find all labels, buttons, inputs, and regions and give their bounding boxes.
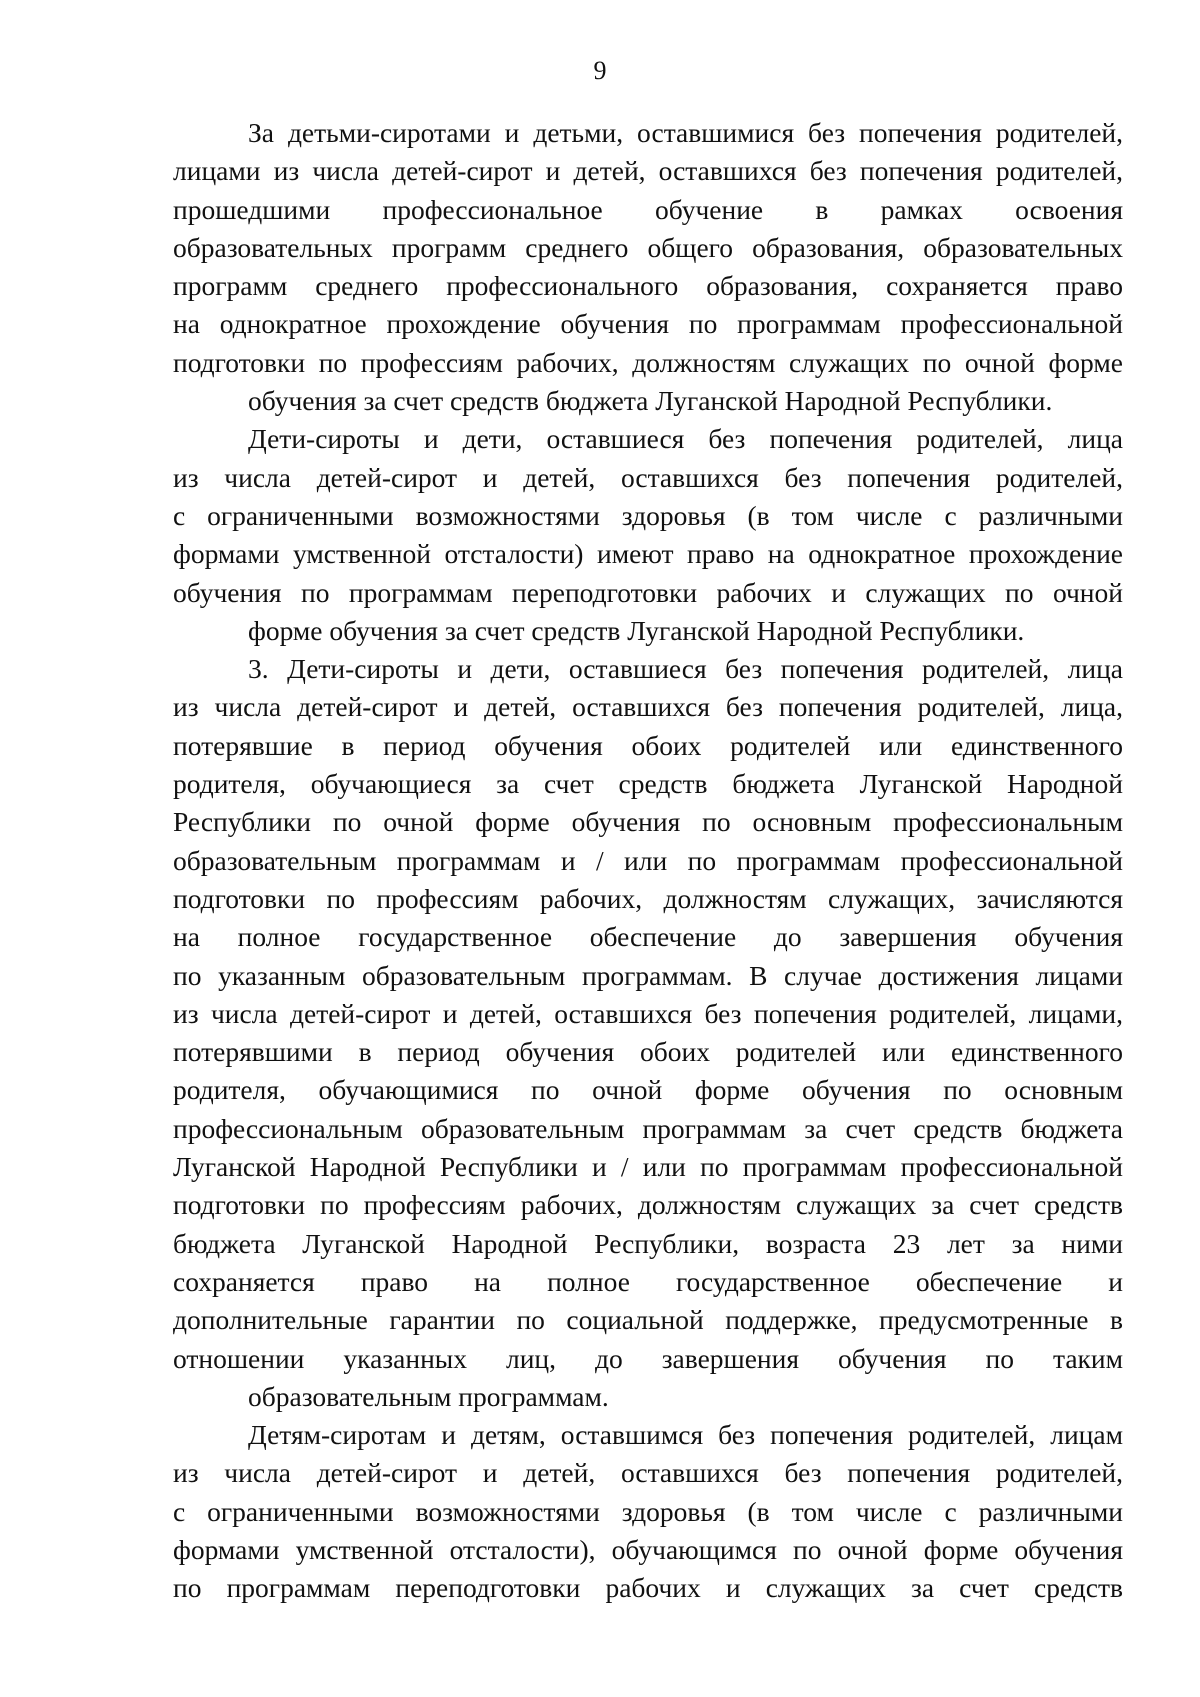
text-line: 3. Дети-сироты и дети, оставшиеся без попечения родителей, лица: [248, 653, 1123, 685]
text-line: из числа детей-сирот и детей, оставшихся без попечения родителей,: [173, 461, 1123, 493]
text-line: родителя, обучающимися по очной форме обучения по основным: [173, 1074, 1123, 1106]
text-line: формами умственной отсталости), обучающимся по очной форме обучения: [173, 1533, 1123, 1565]
text-line: на полное государственное обеспечение до завершения обучения: [173, 921, 1123, 953]
text-line: обучения за счет средств бюджета Луганской Народной Республики.: [248, 385, 1053, 417]
text-line: потерявшими в период обучения обоих родителей или единственного: [173, 1036, 1123, 1068]
text-line: по указанным образовательным программам. В случае достижения лицами: [173, 959, 1123, 991]
text-line: с ограниченными возможностями здоровья (в том числе с различными: [173, 1495, 1123, 1527]
text-line: подготовки по профессиям рабочих, должностям служащих по очной форме: [173, 346, 1123, 378]
text-line: сохраняется право на полное государственное обеспечение и: [173, 1265, 1123, 1297]
text-line: из числа детей-сирот и детей, оставшихся без попечения родителей,: [173, 1457, 1123, 1489]
text-line: из числа детей-сирот и детей, оставшихся без попечения родителей, лица,: [173, 691, 1123, 723]
text-line: подготовки по профессиям рабочих, должностям служащих, зачисляются: [173, 882, 1123, 914]
text-line: лицами из числа детей-сирот и детей, оставшихся без попечения родителей,: [173, 155, 1123, 187]
paragraph-3: [173, 650, 1123, 1416]
text-line: родителя, обучающиеся за счет средств бюджета Луганской Народной: [173, 768, 1123, 800]
text-line: образовательным программам и / или по программам профессиональной: [173, 844, 1123, 876]
text-line: образовательным программам.: [248, 1380, 609, 1412]
text-line: прошедшими профессиональное обучение в рамках освоения: [173, 193, 1123, 225]
text-line: бюджета Луганской Народной Республики, возраста 23 лет за ними: [173, 1227, 1123, 1259]
page-number: 9: [593, 56, 607, 85]
text-line: из числа детей-сирот и детей, оставшихся без попечения родителей, лицами,: [173, 997, 1123, 1029]
text-line: подготовки по профессиям рабочих, должностям служащих за счет средств: [173, 1189, 1123, 1221]
text-line: форме обучения за счет средств Луганской Народной Республики.: [248, 614, 1025, 646]
document-body: [173, 114, 1123, 1608]
text-line: За детьми-сиротами и детьми, оставшимися без попечения родителей,: [248, 117, 1123, 148]
text-line: по программам переподготовки рабочих и служащих за счет средств: [173, 1572, 1123, 1604]
text-line: дополнительные гарантии по социальной поддержке, предусмотренные в: [173, 1304, 1123, 1336]
text-line: отношении указанных лиц, до завершения обучения по таким: [173, 1342, 1123, 1374]
text-line: программ среднего профессионального образования, сохраняется право: [173, 270, 1123, 302]
paragraph-1: [173, 114, 1123, 420]
text-line: Дети-сироты и дети, оставшиеся без попечения родителей, лица: [248, 423, 1123, 455]
text-line: образовательных программ среднего общего образования, образовательных: [173, 231, 1123, 263]
text-line: Луганской Народной Республики и / или по программам профессиональной: [173, 1151, 1123, 1183]
paragraph-2: [173, 420, 1123, 650]
text-line: формами умственной отсталости) имеют право на однократное прохождение: [173, 538, 1123, 570]
text-line: профессиональным образовательным программам за счет средств бюджета: [173, 1112, 1123, 1144]
paragraph-4: [173, 1416, 1123, 1607]
text-line: обучения по программам переподготовки рабочих и служащих по очной: [173, 576, 1123, 608]
text-line: Республики по очной форме обучения по основным профессиональным: [173, 806, 1123, 838]
text-line: с ограниченными возможностями здоровья (в том числе с различными: [173, 499, 1123, 531]
text-line: Детям-сиротам и детям, оставшимся без попечения родителей, лицам: [248, 1419, 1123, 1451]
text-line: потерявшие в период обучения обоих родителей или единственного: [173, 729, 1123, 761]
text-line: на однократное прохождение обучения по программам профессиональной: [173, 308, 1123, 340]
